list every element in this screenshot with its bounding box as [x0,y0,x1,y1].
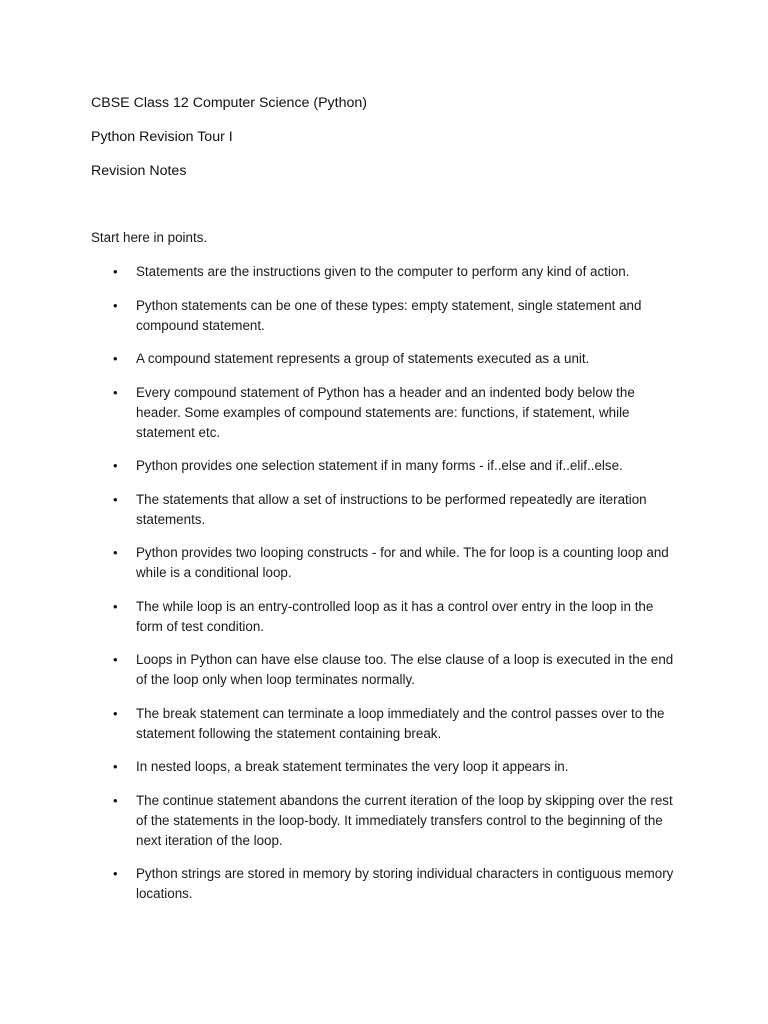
list-item-text: The while loop is an entry-controlled loop as it has a control over entry in the loop in the form of test condition. [136,598,654,634]
list-item-text: Python strings are stored in memory by storing individual characters in contiguous memory locations. [136,866,674,901]
list-item-text: Python statements can be one of these types: empty statement, single statement and compound statement. [136,297,642,333]
section-title: Revision Notes [91,163,187,179]
list-item [0,704,768,744]
document-title: CBSE Class 12 Computer Science (Python) [91,95,367,111]
list-item [0,864,768,904]
list-item-text: The continue statement abandons the current iteration of the loop by skipping over the rest of the statements in the loop-body. It immediately transfers control to the beginning of the next iteration of the loop. [136,792,673,848]
list-item [0,650,768,690]
list-item-text: Python provides one selection statement if in many forms - if..else and if..elif..else. [136,458,623,473]
intro-text: Start here in points. [91,230,208,245]
list-item [0,543,768,583]
bullet-icon: • [113,491,118,507]
list-item-text: In nested loops, a break statement terminates the very loop it appears in. [136,759,569,774]
list-item-text: The break statement can terminate a loop immediately and the control passes over to the statement following the statement containing break. [136,705,665,741]
bullet-icon: • [113,545,118,560]
list-item-text: Python provides two looping constructs - for and while. The for loop is a counting loop and while is a conditional loop. [136,545,669,580]
list-item [0,262,768,282]
list-item-text: Loops in Python can have else clause too. The else clause of a loop is executed in the end of the loop only when loop terminates normally. [136,652,674,687]
list-item-text: The statements that allow a set of instructions to be performed repeatedly are iteration statements. [136,491,647,527]
list-item [0,349,768,369]
chapter-title: Python Revision Tour I [91,129,233,145]
revision-bullet-list [0,262,768,918]
list-item [0,757,768,777]
list-item [0,490,768,530]
bullet-icon: • [113,598,118,614]
bullet-icon: • [113,652,118,667]
bullet-icon: • [113,705,118,721]
bullet-icon: • [113,384,118,400]
bullet-icon: • [113,458,118,473]
bullet-icon: • [113,264,118,279]
bullet-icon: • [113,792,118,808]
list-item [0,456,768,476]
list-item-text: Statements are the instructions given to the computer to perform any kind of action. [136,264,630,279]
list-item [0,383,768,443]
list-item [0,791,768,851]
list-item [0,597,768,637]
bullet-icon: • [113,866,118,881]
list-item-text: A compound statement represents a group of statements executed as a unit. [136,351,590,366]
list-item [0,296,768,336]
bullet-icon: • [113,297,118,313]
list-item-text: Every compound statement of Python has a header and an indented body below the header. Some examples of compound statements are: functions, if statement, while statement etc. [136,384,635,440]
bullet-icon: • [113,759,118,774]
bullet-icon: • [113,351,118,366]
